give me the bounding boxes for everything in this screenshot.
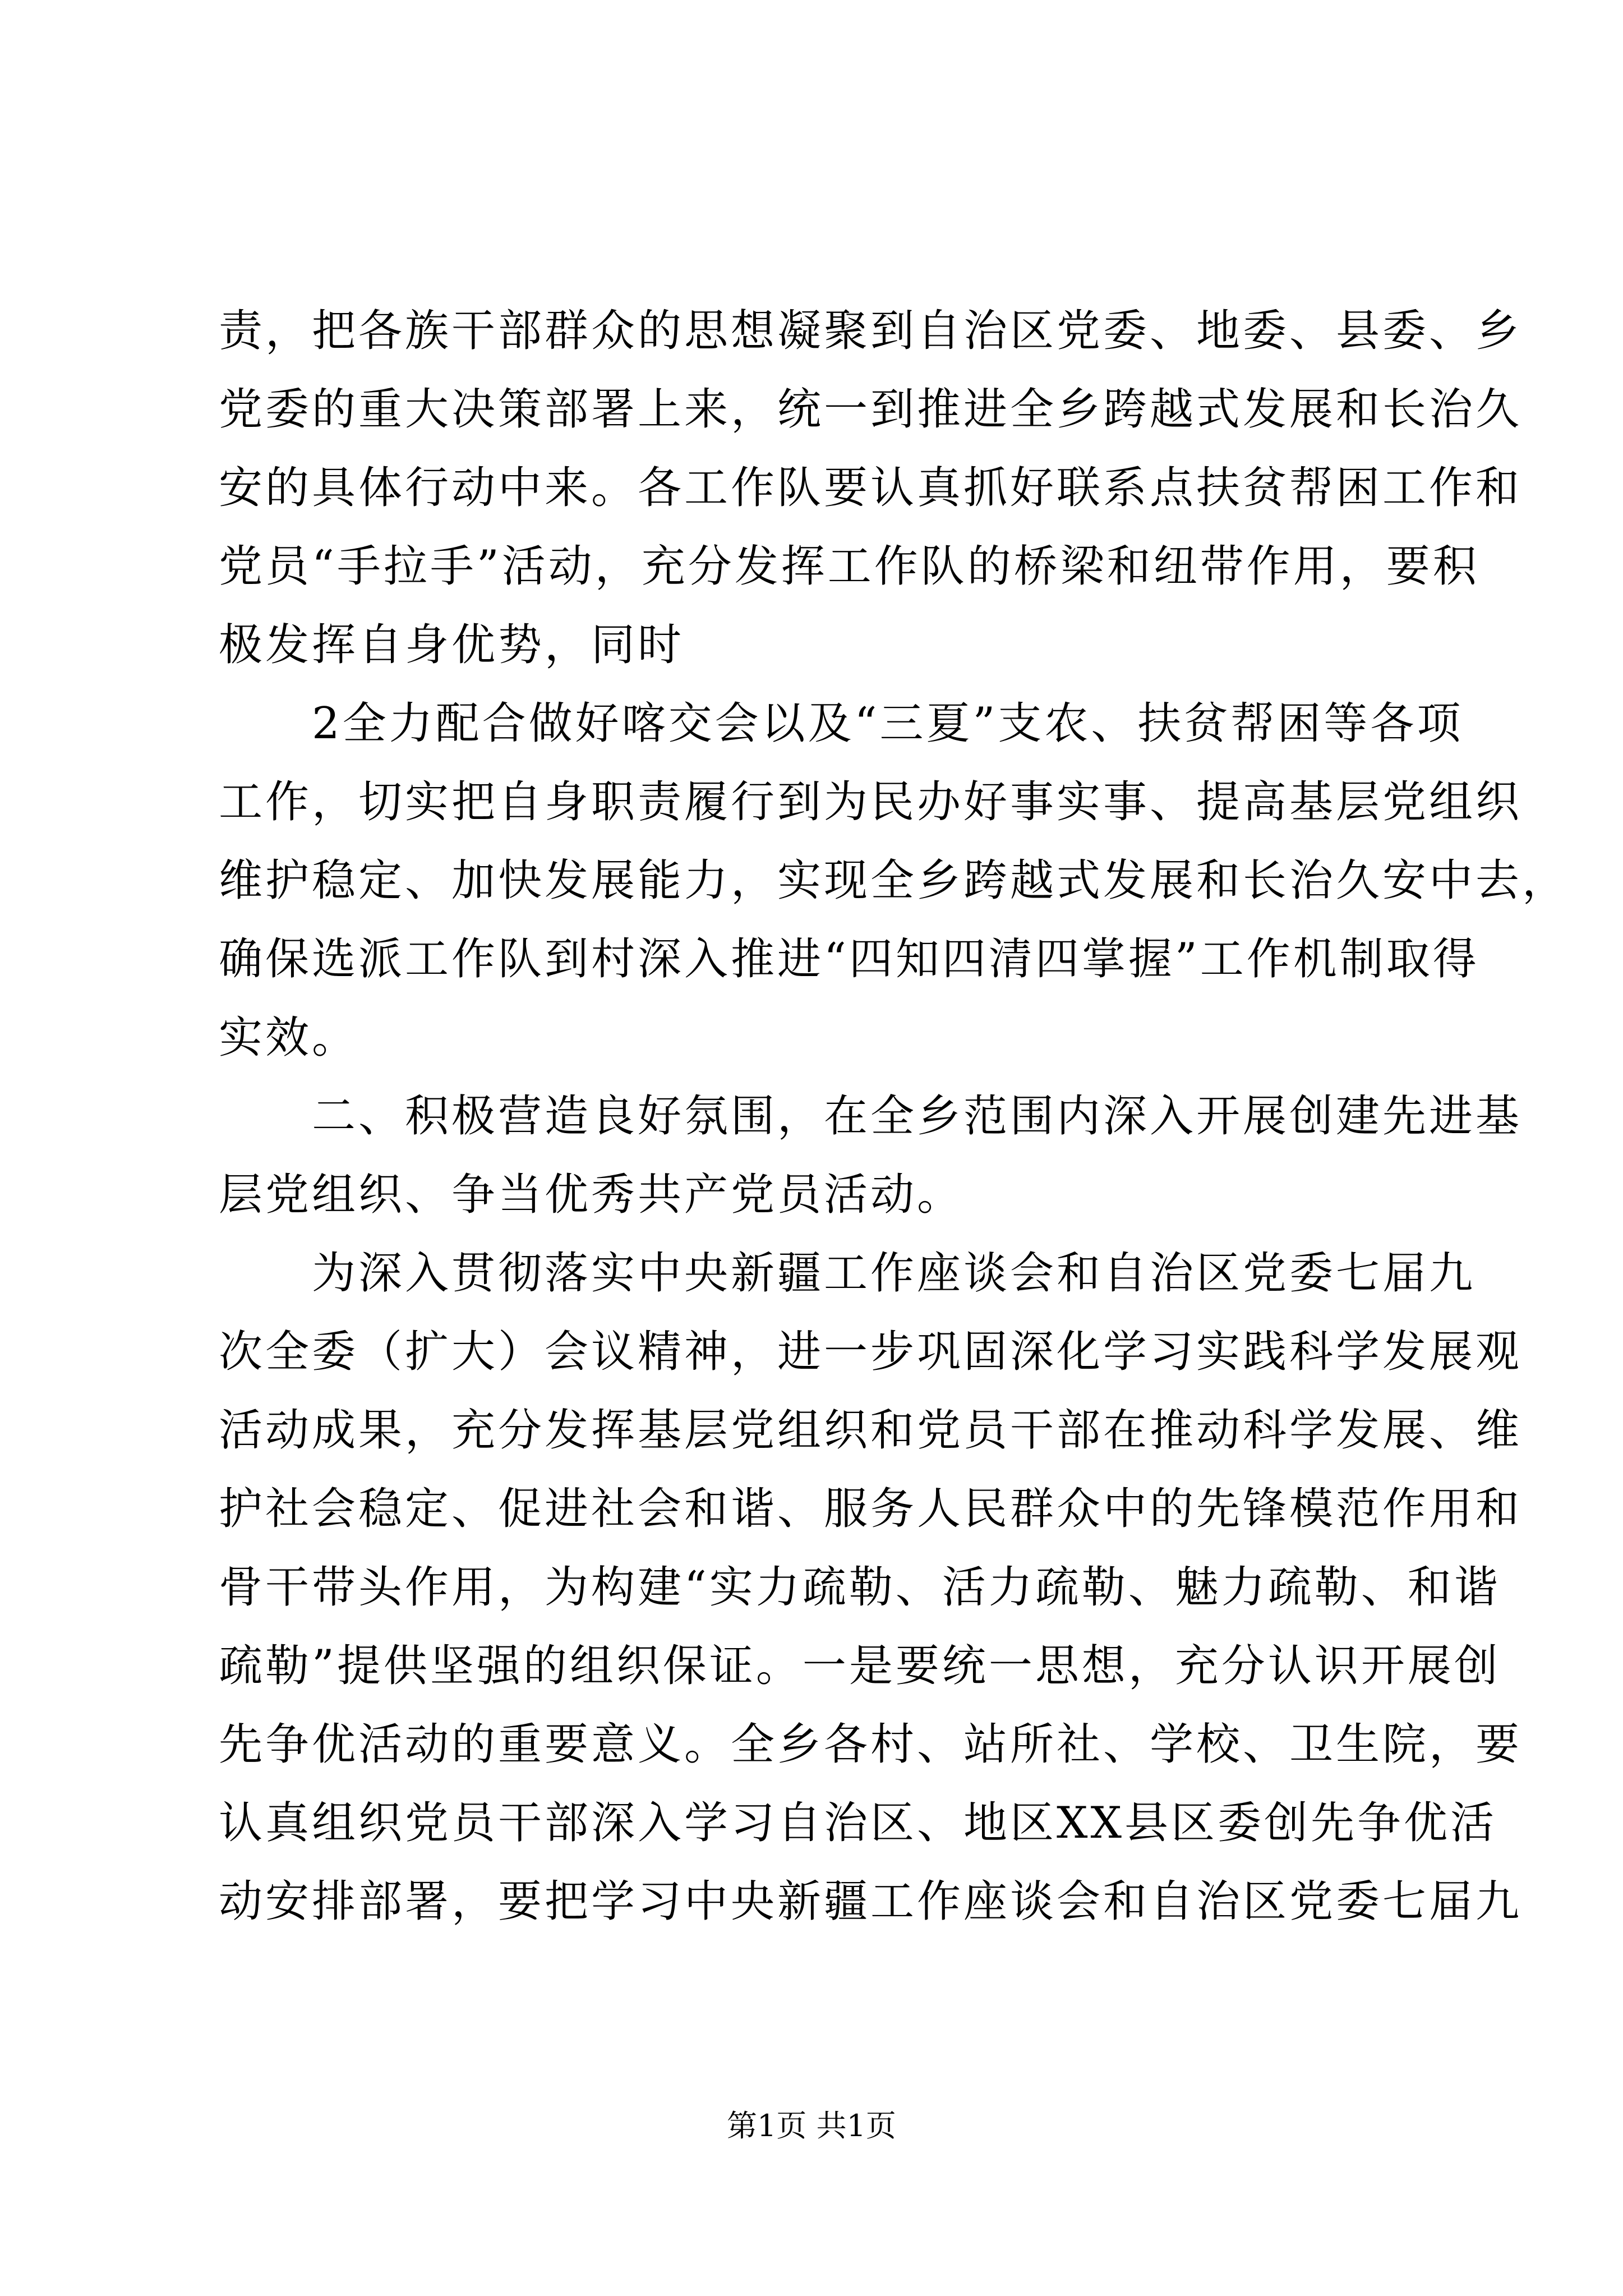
text-line: 次全委（扩大）会议精神，进一步巩固深化学习实践科学发展观 xyxy=(219,1327,1523,1377)
text-line: 疏勒”提供坚强的组织保证。一是要统一思想，充分认识开展创 xyxy=(219,1641,1501,1691)
document-body xyxy=(219,292,1569,1941)
text-line: 确保选派工作队到村深入推进“四知四清四掌握”工作机制取得 xyxy=(219,934,1479,984)
text-line: 党员“手拉手”活动，充分发挥工作队的桥梁和纽带作用，要积 xyxy=(219,541,1479,592)
text-line: 责，把各族干部群众的思想凝聚到自治区党委、地委、县委、乡 xyxy=(219,306,1523,356)
text-line: 活动成果，充分发挥基层党组织和党员干部在推动科学发展、维 xyxy=(219,1405,1523,1456)
text-line: 2全力配合做好喀交会以及“三夏”支农、扶贫帮困等各项 xyxy=(219,698,1464,749)
text-line: 骨干带头作用，为构建“实力疏勒、活力疏勒、魅力疏勒、和谐 xyxy=(219,1562,1501,1613)
text-line: 工作，切实把自身职责履行到为民办好事实事、提高基层党组织 xyxy=(219,777,1523,827)
text-line: 护社会稳定、促进社会和谐、服务人民群众中的先锋模范作用和 xyxy=(219,1484,1523,1534)
page-number-label: 第1页 共1页 xyxy=(727,2108,896,2143)
text-line: 层党组织、争当优秀共产党员活动。 xyxy=(219,1170,964,1220)
text-line: 维护稳定、加快发展能力，实现全乡跨越式发展和长治久安中去， xyxy=(219,855,1569,906)
text-line: 二、积极营造良好氛围，在全乡范围内深入开展创建先进基 xyxy=(219,1091,1523,1142)
text-line: 安的具体行动中来。各工作队要认真抓好联系点扶贫帮困工作和 xyxy=(219,463,1523,513)
text-line: 动安排部署，要把学习中央新疆工作座谈会和自治区党委七届九 xyxy=(219,1876,1523,1927)
text-line: 党委的重大决策部署上来，统一到推进全乡跨越式发展和长治久 xyxy=(219,384,1523,435)
page-footer xyxy=(0,2106,1623,2146)
text-line: 为深入贯彻落实中央新疆工作座谈会和自治区党委七届九 xyxy=(219,1248,1476,1299)
text-line: 极发挥自身优势，同时 xyxy=(219,620,685,670)
text-line: 实效。 xyxy=(219,1013,359,1063)
text-line: 认真组织党员干部深入学习自治区、地区XX县区委创先争优活 xyxy=(219,1798,1497,1848)
text-line: 先争优活动的重要意义。全乡各村、站所社、学校、卫生院，要 xyxy=(219,1719,1523,1770)
